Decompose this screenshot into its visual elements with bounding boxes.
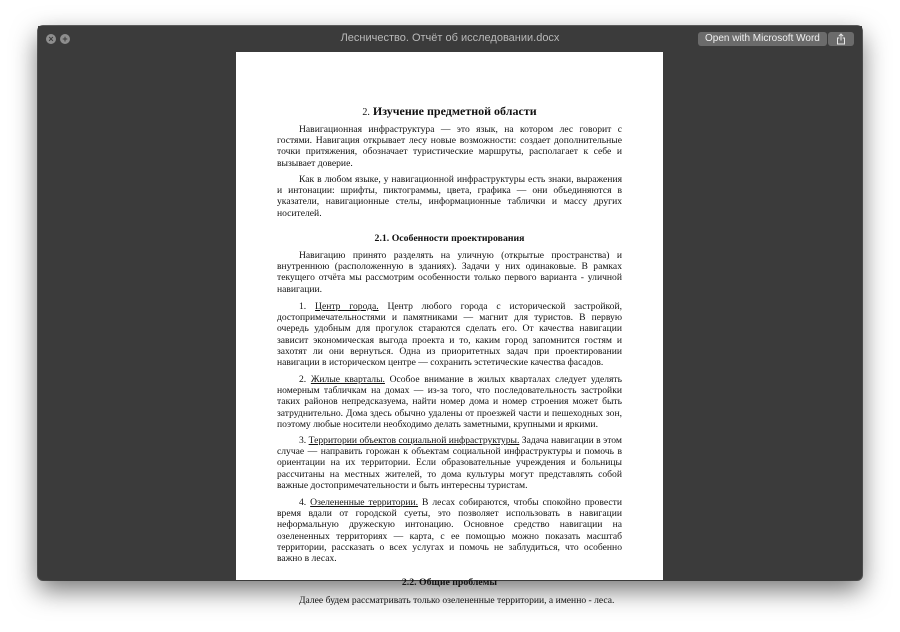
open-with-word-button[interactable]: Open with Microsoft Word <box>698 32 827 46</box>
section-heading <box>236 104 663 119</box>
subsection-heading: 2.1. Особенности проектирования <box>374 233 525 244</box>
close-icon[interactable]: × <box>46 34 56 44</box>
window-title: Лесничество. Отчёт об исследовании.docx <box>340 32 560 44</box>
paragraph: Навигационная инфраструктура — это язык, на котором лес говорит с гостями. Навигация открывает лесу новые возможности: создает дополнительные точки притяжения, обозначает туристические маршруты, располагает к себе и вызывает доверие. <box>277 124 622 169</box>
list-item-title: Территории объектов социальной инфраструктуры. <box>308 435 520 446</box>
subsection-heading: 2.2. Общие проблемы <box>401 577 498 588</box>
title-bar <box>38 26 862 52</box>
list-item <box>277 374 622 430</box>
section-title: Изучение предметной области <box>372 104 537 118</box>
list-item-text: Центр любого города с исторической застройкой, достопримечательностями и памятниками — магнит для туристов. В первую очередь удобным для прогулок стараются сделать его. От качества навигации зависит экономическая выгода проекта и то, каким город запомнится гостям и захотят ли они вернуться. Одна из приоритетных задач при проектировании навигации в историческом центре — сохранить эстетические качества фасадов. <box>277 301 622 369</box>
document-page <box>236 52 663 606</box>
list-item-number: 4. <box>299 497 307 508</box>
list-item <box>277 497 622 564</box>
section-number: 2. <box>362 107 370 118</box>
fullscreen-icon[interactable]: + <box>60 34 70 44</box>
paragraph: Далее будем рассматривать только озелененные территории, а именно - леса. <box>299 595 615 606</box>
paragraph: Как в любом языке, у навигационной инфраструктуры есть знаки, выражения и интонации: шрифты, пиктограммы, цвета, графика — они объединяются в указатели, навигационные стелы, информационные таблички и массу других носителей. <box>277 174 622 219</box>
list-item <box>277 435 622 491</box>
share-icon <box>836 33 846 45</box>
list-item-title: Озелененные территории. <box>310 497 419 508</box>
paragraph: Навигацию принято разделять на уличную (открытые пространства) и внутреннюю (расположенную в зданиях). Задачи у них одинаковые. В рамках текущего отчёта мы рассмотрим особенности только первого варианта - уличной навигации. <box>277 250 622 295</box>
list-item-number: 3. <box>299 435 307 446</box>
list-item-number: 2. <box>299 374 307 385</box>
list-item <box>277 301 622 368</box>
quicklook-window <box>38 26 862 606</box>
list-item-text: В лесах собираются, чтобы спокойно провести время вдали от городской суеты, это позволяет использовать в навигации неформальную дружескую интонацию. Основное средство навигации на озелененных территориях — карта, с ее помощью можно показать масштаб территории, рассказать о всех услугах и помочь не заблудиться, что особенно важно в лесах. <box>277 497 622 565</box>
list-item-title: Центр города. <box>315 301 379 312</box>
list-item-number: 1. <box>299 301 307 312</box>
list-item-text: Особое внимание в жилых кварталах следует уделять номерным табличкам на домах — из-за того, что последовательность застройки таких районов непредсказуема, найти номер дома и номер строения может быть затруднительно. Дома здесь обычно удалены от проезжей части и пешеходных зон, поэтому любые носители необходимо делать заметными, крупными и яркими. <box>277 374 622 430</box>
list-item-text: Задача навигации в этом случае — направить горожан к объектам социальной инфраструктуры и помочь в ориентации на их территории. Если образовательные учреждения и больницы рассчитаны на местных жителей, то дома культуры могут представлять собой важные достопримечательности и быть интересны туристам. <box>277 435 622 491</box>
list-item-title: Жилые кварталы. <box>310 374 385 385</box>
share-button[interactable] <box>828 32 854 46</box>
